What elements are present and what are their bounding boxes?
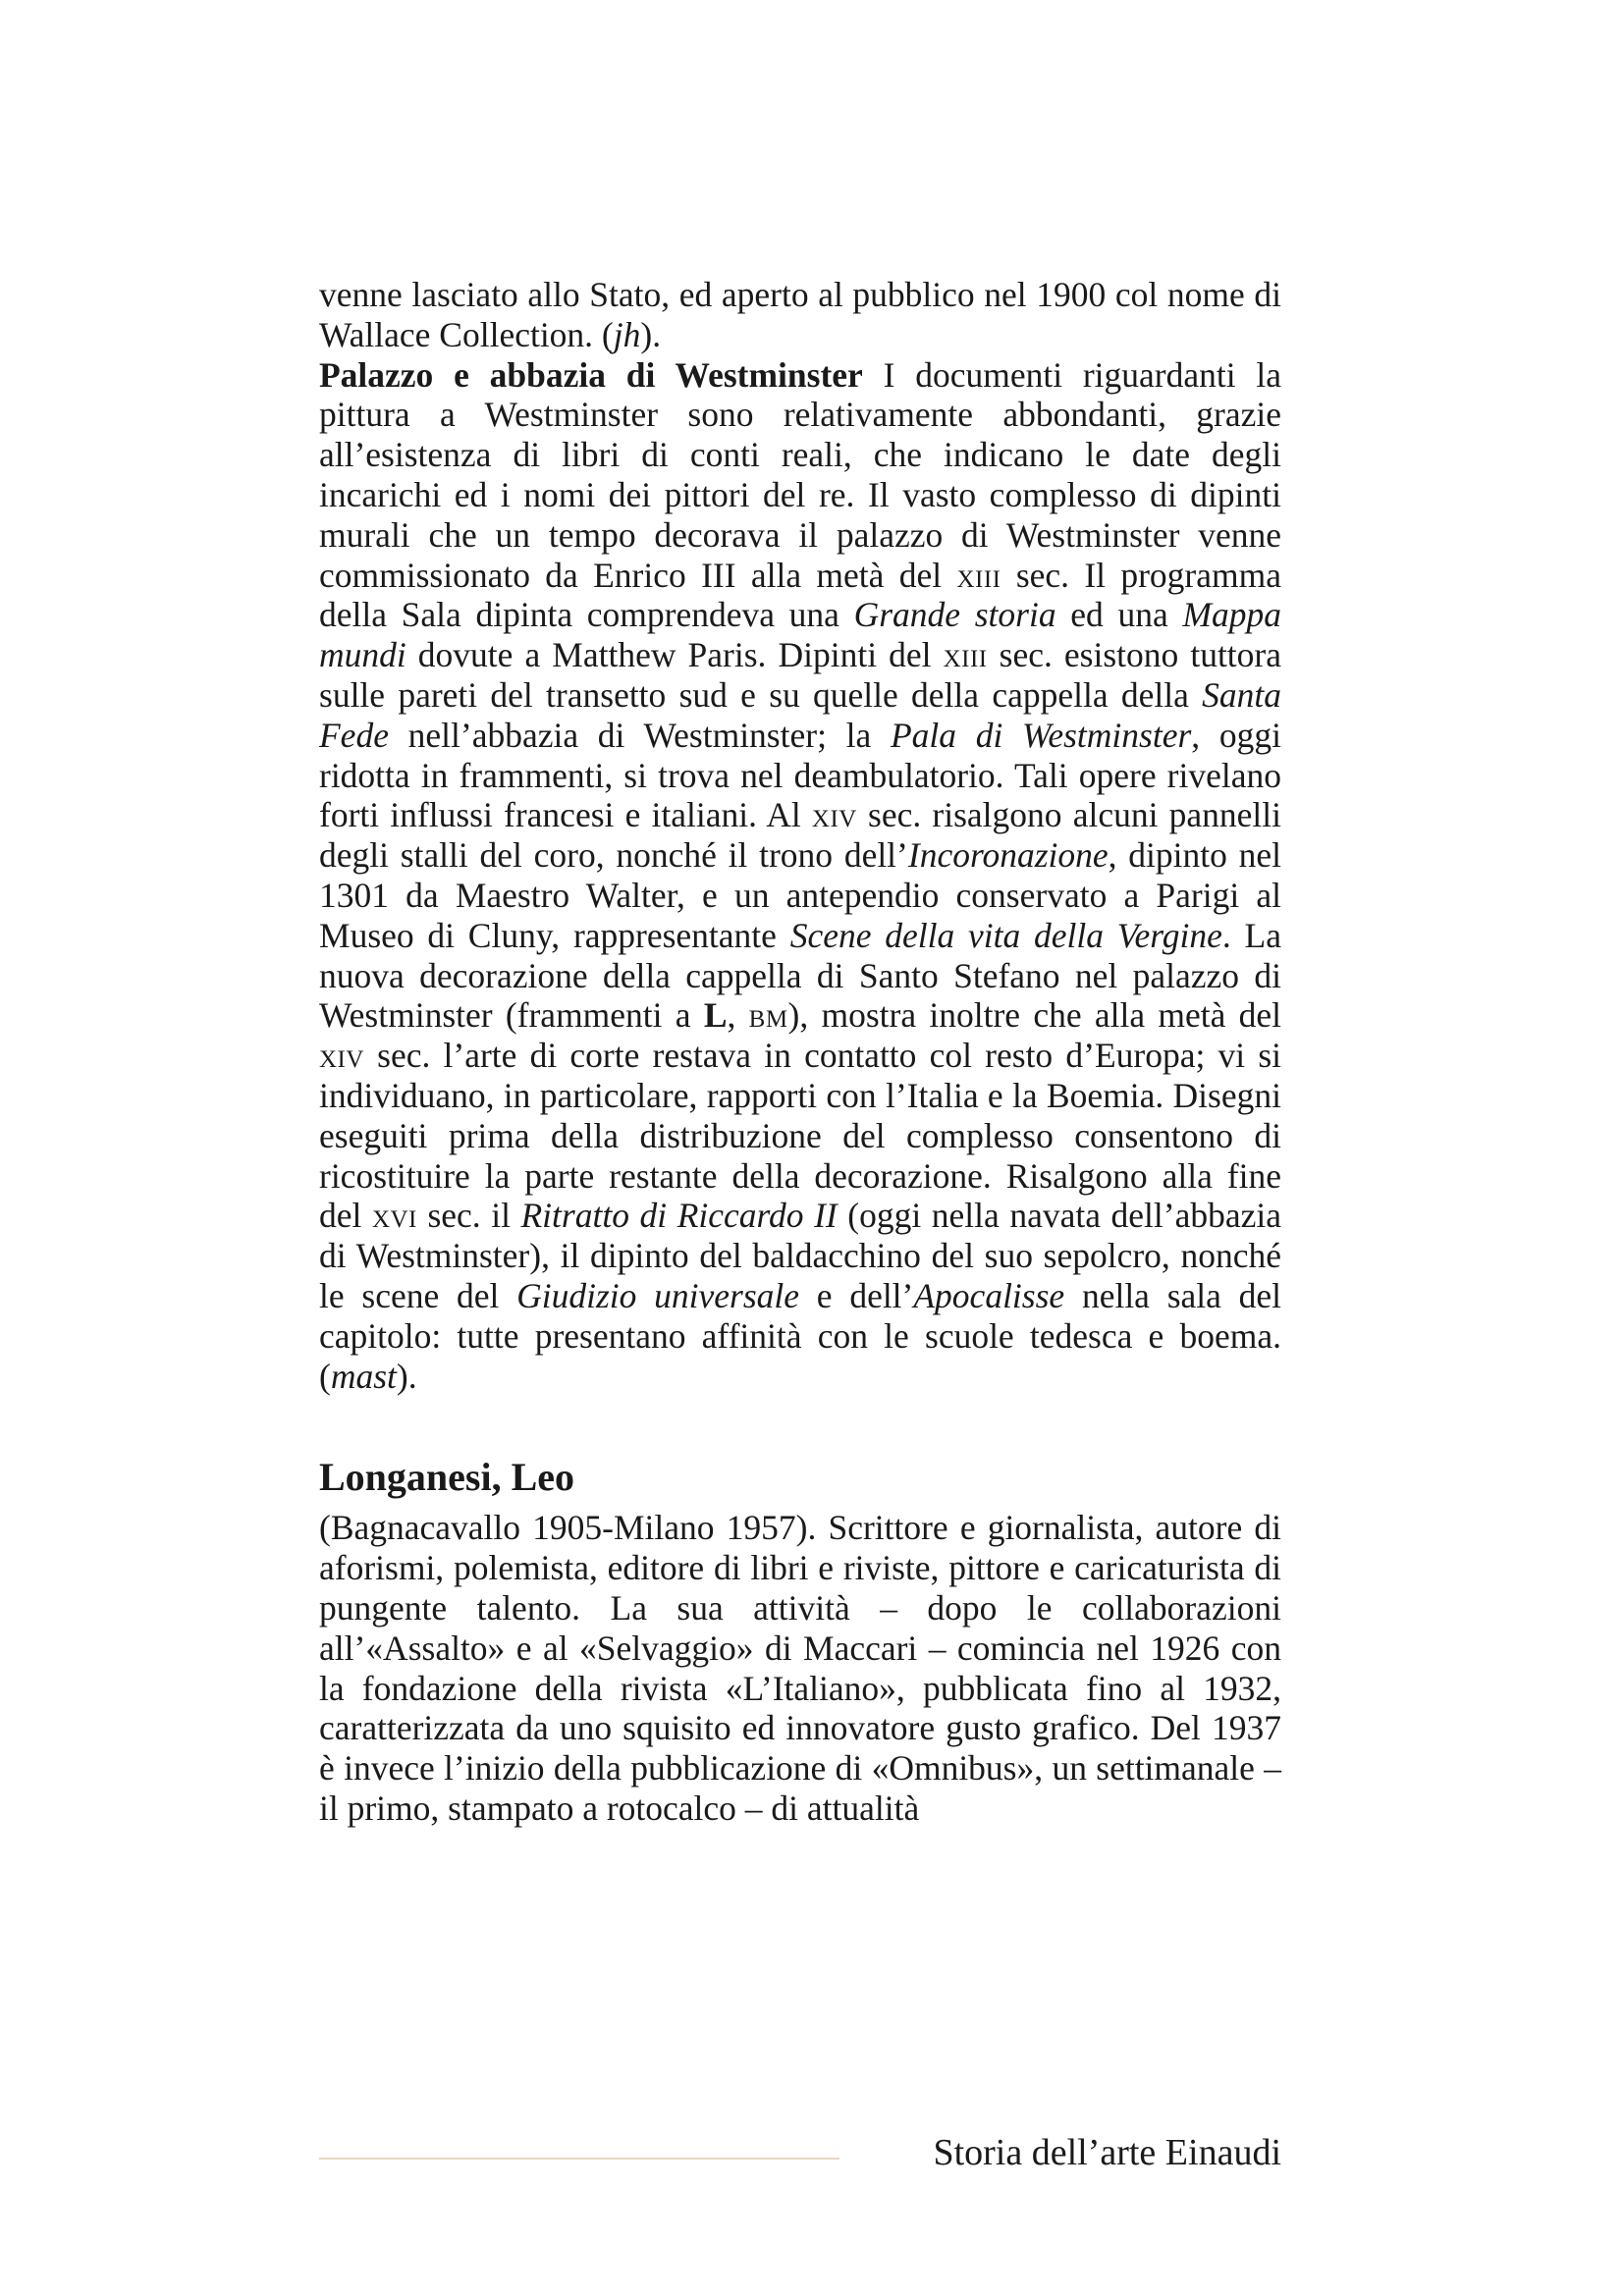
work-title: Incoronazione — [907, 835, 1109, 876]
longanesi-paragraph: (Bagnacavallo 1905-Milano 1957). Scrittore e giornalista, autore di aforismi, polemista, editore di libri e riviste, pittore e caricaturista di pungente talento. La sua attività – dopo le collaborazioni all’«Assalto» e al «Selvaggio» di Maccari – comincia nel 1926 con la fondazione della rivista «L’Italiano», pubblicata fino al 1932, caratterizzata da uno squisito ed innovatore gusto grafico. Del 1937 è invece l’inizio della pubblicazione di «Omnibus», un settimanale – il primo, stampato a rotocalco – di attualità — [319, 1508, 1281, 1828]
work-title: Grande storia — [853, 595, 1056, 635]
work-title: Ritratto di Riccardo II — [520, 1196, 838, 1236]
entry-heading-longanesi: Longanesi, Leo — [319, 1455, 575, 1500]
text-run: venne lasciato allo Stato, ed aperto al pubblico nel 1900 col nome di Wallace Collection. ( — [319, 275, 1281, 354]
text-run: ), mostra inoltre che alla metà del — [787, 995, 1281, 1036]
work-title: Santa Fede — [319, 674, 1281, 755]
text-run: . La nuova decorazione della cappella di Santo Stefano nel palazzo di Westminster (frammenti a — [319, 915, 1281, 1036]
text-run: sec. esistono tuttora sulle pareti del transetto sud e su quelle della cappella della — [319, 635, 1282, 715]
text-run: ). — [640, 314, 662, 354]
westminster-paragraph — [319, 355, 1281, 1397]
text-run: ed una — [1055, 595, 1183, 635]
text-run: nella sala del capitolo: tutte presentano affinità con le scuole tedesca e boema. ( — [319, 1275, 1282, 1396]
text-run: ). — [396, 1356, 417, 1396]
text-block — [319, 275, 1281, 1829]
text-run: sec. Il programma della Sala dipinta comprendeva una — [319, 555, 1281, 635]
footer-rule — [319, 2158, 839, 2160]
text-run: sec. risalgono alcuni pannelli degli stalli del coro, nonché il trono dell’ — [319, 795, 1281, 876]
location-abbrev: L — [703, 995, 728, 1036]
work-title: Scene della vita della Vergine — [789, 915, 1222, 955]
text-run: nell’abbazia di Westminster; la — [388, 715, 891, 755]
century-numeral: xiii — [943, 635, 988, 675]
text-run: , — [727, 995, 749, 1036]
page-footer — [319, 2130, 1281, 2179]
century-numeral: xiv — [811, 795, 857, 835]
century-numeral: xiii — [956, 555, 1001, 595]
text-run: I documenti riguardanti la pittura a Westminster sono relativamente abbondanti, grazie all’esistenza di libri di conti reali, che indicano le date degli incarichi ed i nomi dei pittori del re. Il vasto complesso di dipinti murali che un tempo decorava il palazzo di Westminster venne commissionato da Enrico III alla metà del — [319, 354, 1282, 595]
author-initials: jh — [613, 314, 641, 354]
work-title: Giudizio universale — [516, 1275, 800, 1315]
author-initials: mast — [330, 1356, 397, 1396]
work-title: Mappa mundi — [319, 595, 1281, 675]
text-run: , oggi ridotta in frammenti, si trova nel deambulatorio. Tali opere rivelano forti influssi francesi e italiani. Al — [319, 715, 1281, 835]
westminster-intro-paragraph — [319, 275, 1281, 355]
text-run: e dell’ — [799, 1275, 914, 1315]
footer-title: Storia dell’arte Einaudi — [933, 2132, 1281, 2173]
text-run: , dipinto nel 1301 da Maestro Walter, e un antependio conservato a Parigi al Museo di Cluny, rappresentante — [319, 835, 1281, 955]
text-run: dovute a Matthew Paris. Dipinti del — [406, 635, 944, 675]
work-title: Apocalisse — [913, 1275, 1065, 1315]
work-title: Pala di Westminster — [890, 715, 1192, 755]
century-numeral: xvi — [371, 1196, 417, 1236]
text-run: sec. il — [416, 1196, 521, 1236]
museum-abbrev: bm — [748, 995, 788, 1036]
page-body — [319, 275, 1281, 1829]
text-run: (oggi nella navata dell’abbazia di Westminster), il dipinto del baldacchino del suo sepolcro, nonché le scene del — [319, 1196, 1281, 1315]
text-run: sec. l’arte di corte restava in contatto col resto d’Europa; vi si individuano, in particolare, rapporti con l’Italia e la Boemia. Disegni eseguiti prima della distribuzione del complesso consentono di ricostituire la parte restante della decorazione. Risalgono alla fine del — [319, 1036, 1281, 1236]
century-numeral: xiv — [319, 1036, 364, 1076]
entry-lemma: Palazzo e abbazia di Westminster — [319, 354, 863, 395]
